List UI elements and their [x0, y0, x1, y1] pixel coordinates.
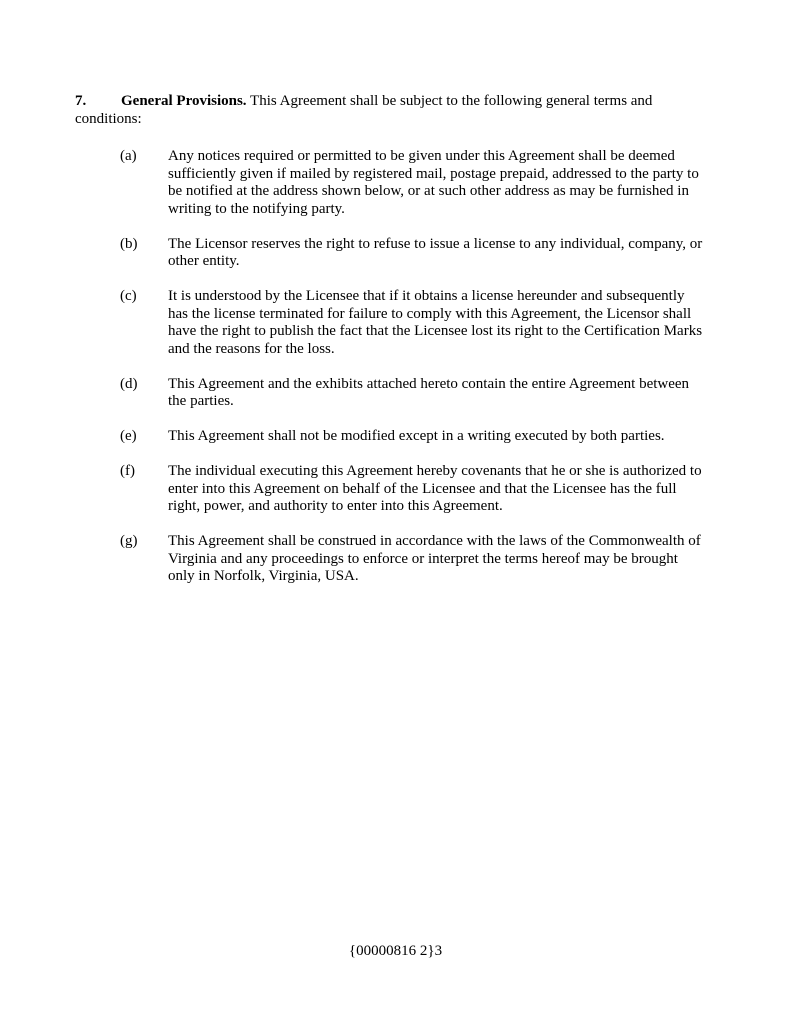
item-text: This Agreement and the exhibits attached hereto contain the entire Agreement between the parties.	[168, 375, 690, 409]
list-item	[120, 376, 705, 411]
footer-doc-id: {00000816 2}3	[348, 943, 443, 959]
item-text: This Agreement shall be construed in accordance with the laws of the Commonwealth of Virginia and any proceedings to enforce or interpret the terms hereof may be brought only in Norfolk, Virginia, USA.	[168, 533, 701, 584]
list-item	[120, 428, 705, 446]
item-label: (b)	[120, 235, 138, 252]
section-intro: This Agreement shall be subject to the following general terms and conditions:	[75, 93, 653, 127]
list-item	[120, 533, 705, 586]
item-label: (c)	[120, 288, 137, 304]
item-label: (g)	[120, 533, 138, 549]
item-text: The individual executing this Agreement hereby covenants that he or she is authorized to enter into this Agreement on behalf of the Licensee and that the Licensee has the full right, power, and authority to enter into this Agreement.	[168, 463, 702, 514]
item-label: (d)	[120, 375, 138, 392]
section-title: General Provisions.	[121, 93, 247, 109]
item-label: (e)	[120, 428, 137, 444]
item-label: (a)	[120, 148, 137, 164]
section-number: 7.	[75, 93, 87, 109]
item-label: (f)	[120, 463, 135, 479]
item-text: It is understood by the Licensee that if it obtains a license hereunder and subsequently has the license terminated for failure to comply with this Agreement, the Licensor shall have the right to publish the fact that the Licensee lost its right to the Certification Marks and the reasons for the loss.	[168, 288, 703, 357]
list-item	[120, 463, 705, 516]
section-heading	[75, 93, 705, 128]
item-text: Any notices required or permitted to be given under this Agreement shall be deemed sufficiently given if mailed by registered mail, postage prepaid, addressed to the party to be notified at the address shown below, or at such other address as may be furnished in writing to the notifying party.	[168, 148, 699, 217]
list-item	[120, 236, 705, 271]
provisions-list	[120, 148, 705, 603]
item-text: The Licensor reserves the right to refuse to issue a license to any individual, company, or other entity.	[168, 235, 703, 269]
list-item	[120, 148, 705, 218]
list-item	[120, 288, 705, 358]
page-footer	[0, 943, 791, 961]
item-text: This Agreement shall not be modified except in a writing executed by both parties.	[168, 428, 665, 444]
